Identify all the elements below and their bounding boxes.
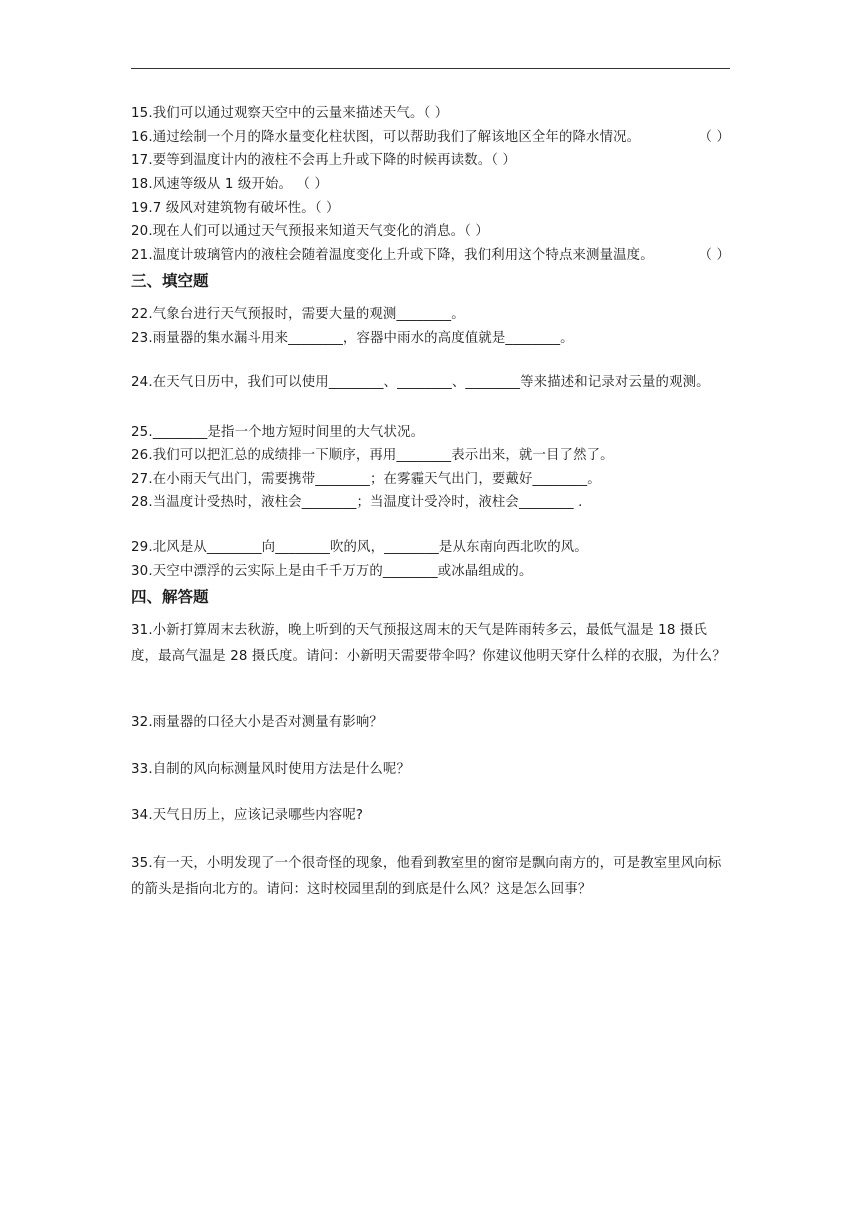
answer-paren: （ ）	[698, 130, 730, 145]
question-35: 35.有一天，小明发现了一个很奇怪的现象，他看到教室里的窗帘是飘向南方的，可是教室里风向标的箭头是指向北方的。请问：这时校园里刮的到底是什么风？这是怎么回事？	[131, 856, 722, 897]
question-33: 33.自制的风向标测量风时使用方法是什么呢？	[131, 762, 411, 777]
question-19: 19.7 级风对建筑物有破坏性。（ ）	[131, 201, 340, 216]
question-21-text: 21.温度计玻璃管内的液柱会随着温度变化上升或下降，我们利用这个特点来测量温度。	[131, 248, 654, 263]
question-29: 29.北风是从________向________吹的风，________是从东南向西北吹的风。	[131, 540, 588, 555]
question-23: 23.雨量器的集水漏斗用来________，容器中雨水的高度值就是________。	[131, 331, 574, 346]
question-27: 27.在小雨天气出门，需要携带________；在雾霾天气出门，要戴好________。	[131, 472, 601, 487]
question-20: 20.现在人们可以通过天气预报来知道天气变化的消息。（ ）	[131, 224, 489, 239]
question-16	[131, 128, 730, 148]
header-rule	[131, 68, 730, 69]
question-32: 32.雨量器的口径大小是否对测量有影响？	[131, 715, 383, 730]
question-15: 15.我们可以通过观察天空中的云量来描述天气。（ ）	[131, 106, 449, 121]
question-17: 17.要等到温度计内的液柱不会再上升或下降的时候再读数。（ ）	[131, 153, 517, 168]
question-28: 28.当温度计受热时，液柱会________；当温度计受冷时，液柱会________ .	[131, 495, 583, 510]
section-heading-fill-blank: 三、填空题	[131, 272, 209, 290]
answer-paren: （ ）	[698, 248, 730, 263]
question-24: 24.在天气日历中，我们可以使用________、________、________等来描述和记录对云量的观测。	[131, 375, 710, 390]
question-18: 18.风速等级从 1 级开始。 （ ）	[131, 177, 328, 192]
question-34: 34.天气日历上，应该记录哪些内容呢?	[131, 808, 364, 823]
question-16-text: 16.通过绘制一个月的降水量变化柱状图，可以帮助我们了解该地区全年的降水情况。	[131, 130, 641, 145]
question-31: 31.小新打算周末去秋游，晚上听到的天气预报这周末的天气是阵雨转多云，最低气温是 18 摄氏度，最高气温是 28 摄氏度。请问：小新明天需要带伞吗？你建议他明天穿什么样的衣服，为什么？	[131, 623, 726, 664]
question-25: 25.________是指一个地方短时间里的大气状况。	[131, 425, 425, 440]
question-22: 22.气象台进行天气预报时，需要大量的观测________。	[131, 307, 465, 322]
question-21	[131, 246, 730, 266]
section-heading-short-answer: 四、解答题	[131, 588, 209, 606]
question-26: 26.我们可以把汇总的成绩排一下顺序，再用________表示出来，就一目了然了。	[131, 448, 614, 463]
question-30: 30.天空中漂浮的云实际上是由千千万万的________或冰晶组成的。	[131, 564, 533, 579]
